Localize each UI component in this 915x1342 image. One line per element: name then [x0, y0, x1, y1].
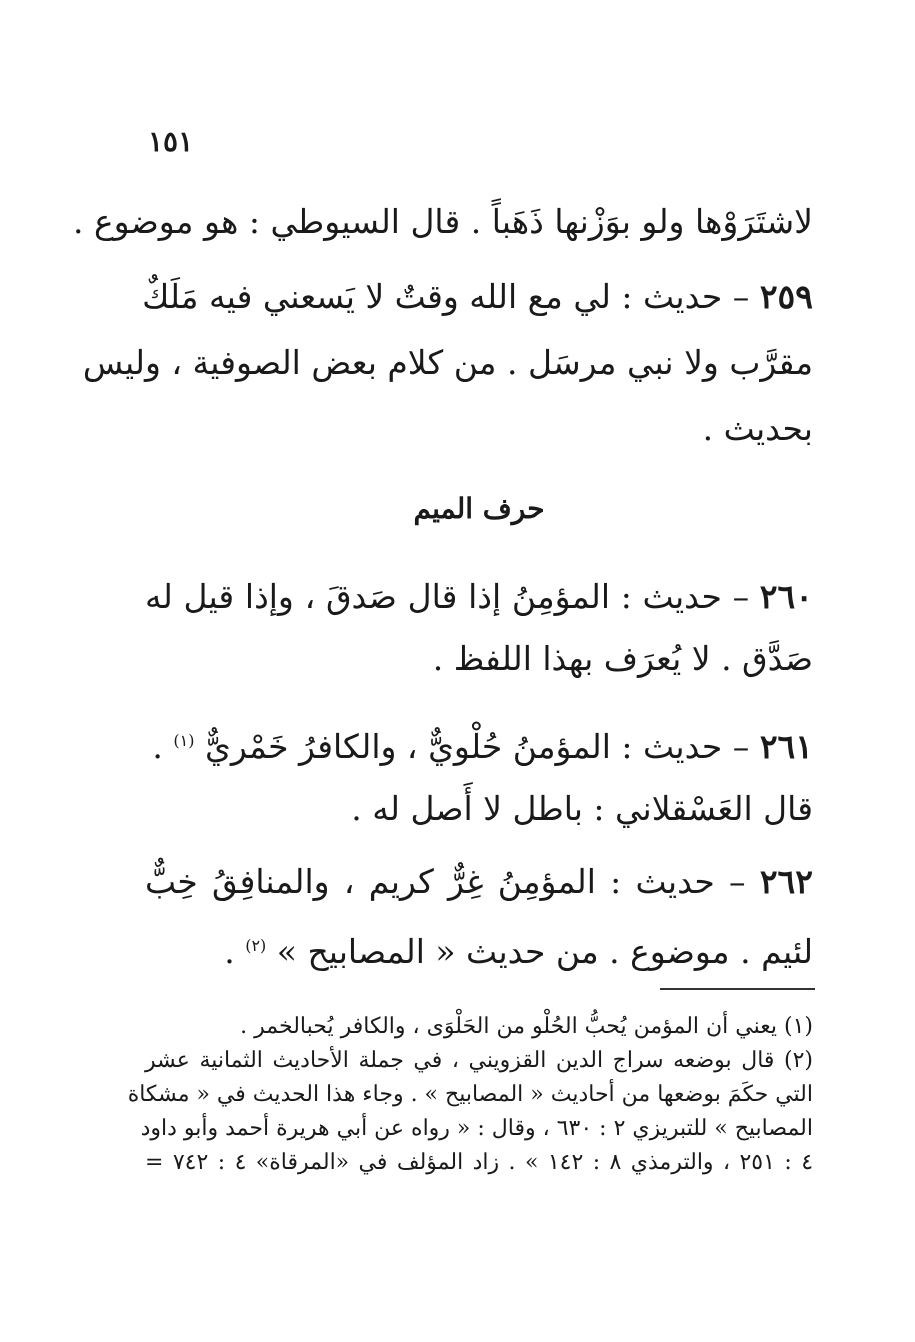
hadith-262-line-1 [145, 850, 813, 914]
footnote-2-line-4: ٤ : ٢٥١ ، والترمذي ٨ : ١٤٢ » . زاد المؤلف في «المرقاة» ٤ : ٧٤٢ = [145, 1150, 814, 1175]
hadith-260 [145, 566, 813, 690]
hadith-259 [82, 264, 813, 462]
page-number: ١٥١ [148, 125, 194, 158]
hadith-262-number: ٢٦٢ [759, 862, 813, 901]
footnote-separator [660, 988, 815, 990]
hadith-259-number: ٢٥٩ [759, 277, 813, 316]
hadith-259-line-3: بحديث . [702, 409, 813, 448]
hadith-262-end: . [224, 932, 235, 971]
intro-paragraph [73, 192, 813, 252]
hadith-259-line-2: مقرَّب ولا نبي مرسَل . من كلام بعض الصوفية ، وليس [82, 343, 813, 382]
hadith-261-line-2: قال العَسْقلاني : باطل لا أَصل له . [351, 789, 813, 828]
hadith-260-number: ٢٦٠ [759, 577, 813, 616]
hadith-259-text-1: – حديث : لي مع الله وقتٌ لا يَسعني فيه مَلَكٌ [142, 277, 750, 316]
hadith-261-text-1: – حديث : المؤمنُ حُلْويٌّ ، والكافرُ خَمْريٌّ [205, 727, 750, 766]
hadith-261-number: ٢٦١ [759, 727, 813, 766]
footnote-2-line-3: المصابيح » للتبريزي ٢ : ٦٣٠ ، وقال : « رواه عن أبي هريرة أحمد وأبو داود [140, 1116, 813, 1141]
footnote-2-line-1: (٢) قال بوضعه سراج الدين القزويني ، في جملة الأحاديث الثمانية عشر [145, 1048, 813, 1073]
hadith-260-text-1: – حديث : المؤمِنُ إذا قال صَدقَ ، وإذا قيل له [145, 577, 750, 616]
hadith-262 [145, 850, 813, 984]
hadith-261-end: . [152, 727, 163, 766]
hadith-262-line-2 [145, 914, 813, 984]
footnote-2-line-2: التي حكَمَ بوضعها من أحاديث « المصابيح » . وجاء هذا الحديث في « مشكاة [127, 1082, 813, 1107]
hadith-260-line-2: صَدَّق . لا يُعرَف بهذا اللفظ . [432, 639, 813, 678]
footnotes [127, 1010, 814, 1180]
hadith-262-text-1: – حديث : المؤمِنُ غِرٌّ كريم ، والمنافِقُ خِبٌّ [145, 862, 746, 901]
hadith-261 [145, 710, 813, 840]
footnote-1: (١) يعني أن المؤمن يُحبُّ الحُلْو من الحَلْوَى ، والكافر يُحبالخمر . [240, 1014, 813, 1039]
footnote-ref-2: (٢) [245, 936, 267, 955]
section-heading: حرف الميم [413, 492, 545, 525]
hadith-262-text-2: لئيم . موضوع . من حديث « المصابيح » [276, 932, 813, 971]
hadith-261-line-1 [145, 710, 813, 778]
hadith-260-line-1 [145, 566, 813, 628]
hadith-259-line-1 [142, 264, 813, 330]
intro-line-1: لاشتَرَوْها ولو بوَزْنها ذَهَباً . قال السيوطي : هو موضوع . [73, 202, 813, 241]
footnote-ref-1: (١) [173, 731, 195, 750]
